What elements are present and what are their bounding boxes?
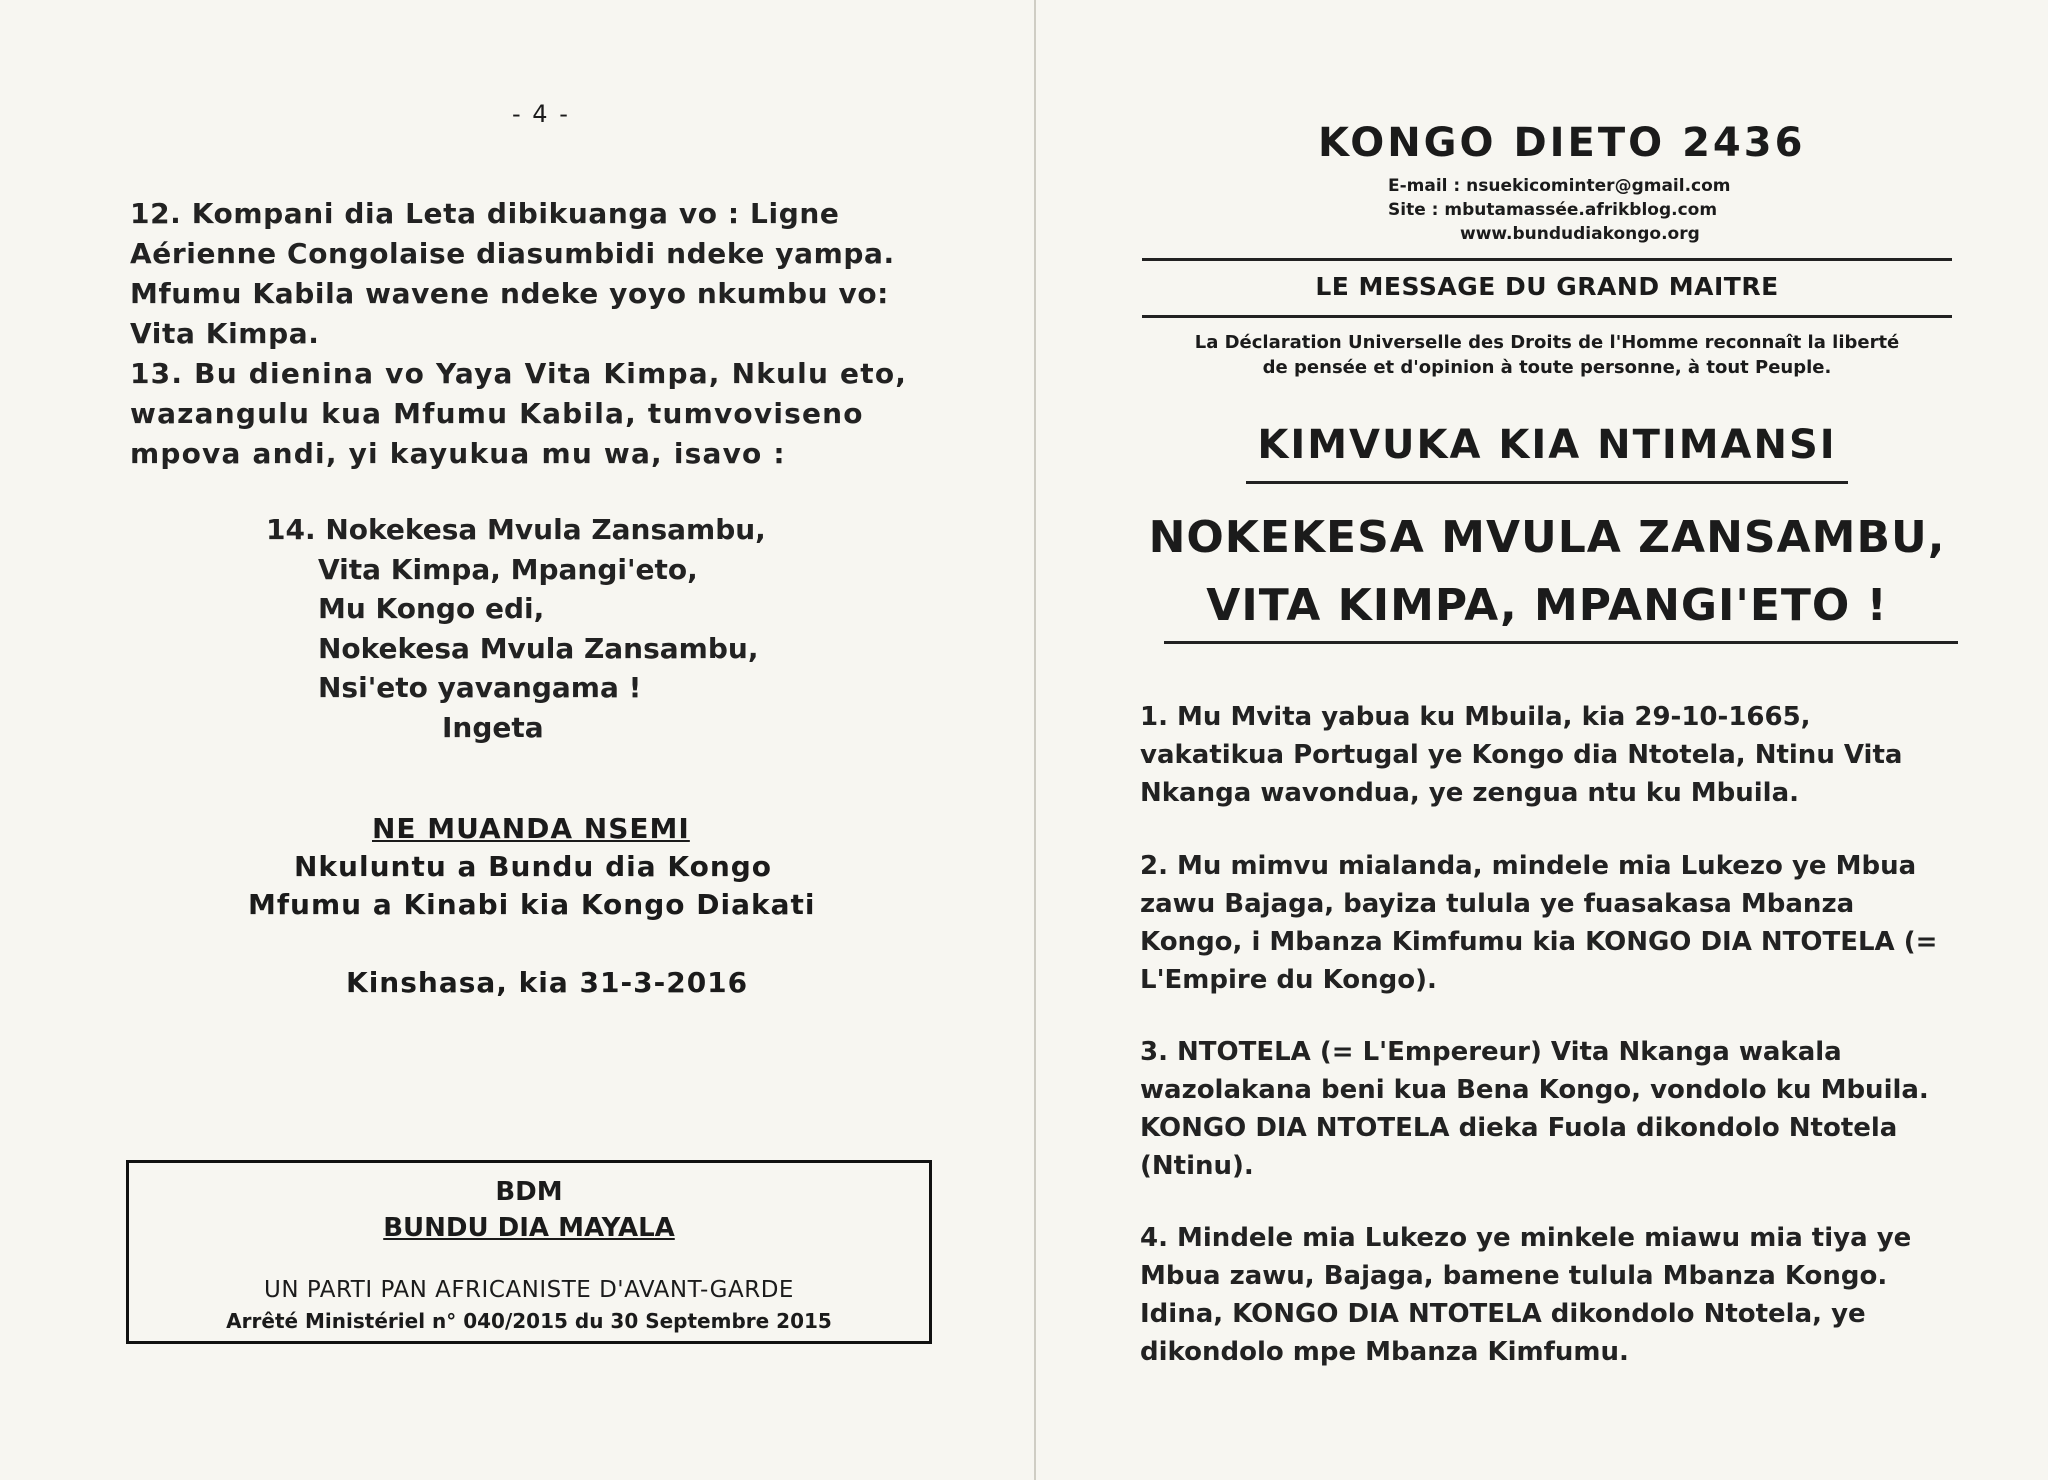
verse-line: Nsi'eto yavangama !: [318, 671, 642, 704]
party-acronym: BDM: [495, 1177, 563, 1207]
paragraph-1: 1. Mu Mvita yabua ku Mbuila, kia 29-10-1665, vakatikua Portugal ye Kongo dia Ntotela, Ntinu Vita Nkanga wavondua, ye zengua ntu ku Mbuila.: [1140, 702, 1903, 808]
headline-line-1: NOKEKESA MVULA ZANSAMBU,: [1148, 512, 1946, 563]
rule-bottom: [1142, 315, 1952, 318]
paragraph-13: 13. Bu dienina vo Yaya Vita Kimpa, Nkulu eto, wazangulu kua Mfumu Kabila, tumvoviseno mpova andi, yi kayukua mu wa, isavo :: [130, 357, 908, 470]
paragraph-12: 12. Kompani dia Leta dibikuanga vo : Ligne Aérienne Congolaise diasumbidi ndeke yampa. Mfumu Kabila wavene ndeke yoyo nkumbu vo: Vita Kimpa.: [130, 197, 895, 350]
contact-email: E-mail : nsuekicominter@gmail.com: [1388, 176, 1731, 196]
signature-title-1: Nkuluntu a Bundu dia Kongo: [294, 850, 773, 883]
right-page: [1036, 0, 2048, 1480]
declaration-line-2: de pensée et d'opinion à toute personne, à tout Peuple.: [1262, 357, 1832, 378]
declaration-line-1: La Déclaration Universelle des Droits de l'Homme reconnaît la liberté: [1194, 332, 1900, 353]
section-heading-underline: [1246, 481, 1848, 484]
message-title: LE MESSAGE DU GRAND MAITRE: [1315, 272, 1779, 301]
verse-14: [266, 510, 766, 747]
signature-date: Kinshasa, kia 31-3-2016: [346, 966, 749, 999]
headline-line-2: VITA KIMPA, MPANGI'ETO !: [1206, 580, 1888, 631]
page-number: - 4 -: [512, 100, 570, 128]
party-decree: Arrêté Ministériel n° 040/2015 du 30 Septembre 2015: [226, 1309, 832, 1333]
verse-line: Ingeta: [442, 710, 544, 744]
verse-line: 14. Nokekesa Mvula Zansambu,: [266, 513, 766, 546]
party-name-text: BUNDU DIA MAYALA: [383, 1213, 675, 1243]
verse-line: Vita Kimpa, Mpangi'eto,: [318, 552, 698, 586]
masthead-title: KONGO DIETO 2436: [1318, 120, 1806, 166]
declaration: [1142, 330, 1952, 380]
headline-underline: [1164, 641, 1958, 644]
signature-title-2: Mfumu a Kinabi kia Kongo Diakati: [248, 888, 816, 921]
contact-site: Site : mbutamassée.afrikblog.com: [1388, 200, 1718, 220]
verse-line: Mu Kongo edi,: [318, 592, 545, 625]
paragraph-4: 4. Mindele mia Lukezo ye minkele miawu mia tiya ye Mbua zawu, Bajaga, bamene tulula Mbanza Kongo. Idina, KONGO DIA NTOTELA dikondolo Ntotela, ye dikondolo mpe Mbanza Kimfumu.: [1140, 1223, 1912, 1367]
rule-top: [1142, 258, 1952, 261]
paragraph-2: 2. Mu mimvu mialanda, mindele mia Lukezo ye Mbua zawu Bajaga, bayiza tulula ye fuasakasa Mbanza Kongo, i Mbanza Kimfumu kia KONGO DIA NTOTELA (= L'Empire du Kongo).: [1140, 851, 1938, 995]
paragraph-3: 3. NTOTELA (= L'Empereur) Vita Nkanga wakala wazolakana beni kua Bena Kongo, vondolo ku Mbuila. KONGO DIA NTOTELA dieka Fuola dikondolo Ntotela (Ntinu).: [1140, 1037, 1929, 1181]
signature-heading: NE MUANDA NSEMI: [372, 812, 690, 845]
party-box: [126, 1160, 932, 1344]
verse-line: Nokekesa Mvula Zansambu,: [318, 631, 759, 665]
party-name: [129, 1213, 929, 1243]
contact-website: www.bundudiakongo.org: [1460, 224, 1700, 244]
party-tagline: UN PARTI PAN AFRICANISTE D'AVANT-GARDE: [264, 1277, 794, 1303]
section-heading: KIMVUKA KIA NTIMANSI: [1257, 422, 1837, 468]
